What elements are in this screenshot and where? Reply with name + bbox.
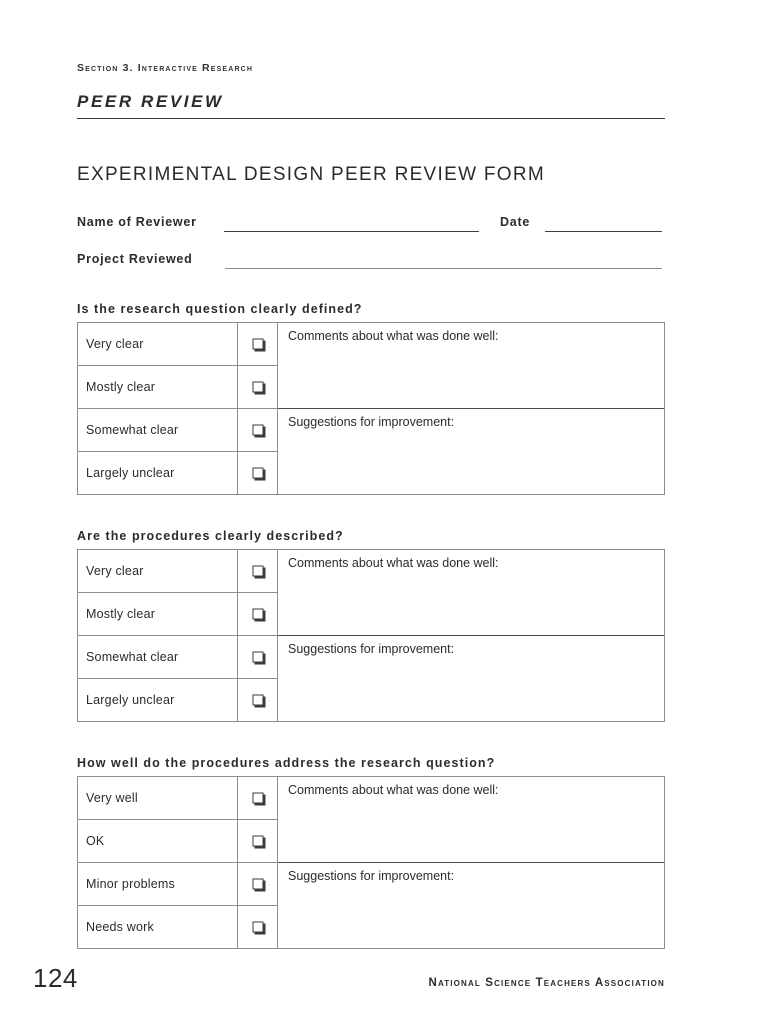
checkbox-icon[interactable] xyxy=(252,566,263,577)
checkbox-icon[interactable] xyxy=(252,468,263,479)
checkbox-icon[interactable] xyxy=(252,695,263,706)
comments-done-well-label: Comments about what was done well: xyxy=(288,783,499,797)
checkbox-cell[interactable] xyxy=(238,409,277,452)
project-reviewed-input-line[interactable] xyxy=(225,268,662,269)
page-number: 124 xyxy=(33,963,78,993)
comments-done-well-area[interactable] xyxy=(278,323,664,409)
reviewer-label: Name of Reviewer xyxy=(77,215,197,229)
table-row xyxy=(78,906,237,948)
question-block-3 xyxy=(77,756,665,949)
checkbox-cell[interactable] xyxy=(238,593,277,636)
table-row xyxy=(78,679,237,721)
option-label: Needs work xyxy=(86,920,154,934)
table-row xyxy=(78,777,237,820)
comments-column xyxy=(278,550,664,721)
comments-done-well-label: Comments about what was done well: xyxy=(288,329,499,343)
table-row xyxy=(78,820,237,863)
rating-table xyxy=(77,776,665,949)
table-row xyxy=(78,409,237,452)
option-label: Mostly clear xyxy=(86,607,156,621)
table-row xyxy=(78,366,237,409)
suggestions-label: Suggestions for improvement: xyxy=(288,642,455,656)
suggestions-label: Suggestions for improvement: xyxy=(288,415,455,429)
question-text: How well do the procedures address the research question? xyxy=(77,756,496,770)
option-label: Very well xyxy=(86,791,138,805)
comments-done-well-label: Comments about what was done well: xyxy=(288,556,499,570)
checkbox-icon[interactable] xyxy=(252,425,263,436)
checkbox-icon[interactable] xyxy=(252,339,263,350)
option-label: Very clear xyxy=(86,564,144,578)
question-text: Is the research question clearly defined? xyxy=(77,302,363,316)
suggestions-area[interactable] xyxy=(278,863,664,948)
option-label: Largely unclear xyxy=(86,693,175,707)
suggestions-area[interactable] xyxy=(278,409,664,494)
comments-column xyxy=(278,777,664,948)
rating-table xyxy=(77,322,665,495)
option-label: Mostly clear xyxy=(86,380,156,394)
option-label-column xyxy=(78,550,238,721)
option-label: Somewhat clear xyxy=(86,423,179,437)
checkbox-icon[interactable] xyxy=(252,793,263,804)
checkbox-icon[interactable] xyxy=(252,922,263,933)
option-label-column xyxy=(78,323,238,494)
table-row xyxy=(78,323,237,366)
table-row xyxy=(78,452,237,494)
footer-organization: National Science Teachers Association xyxy=(428,977,665,989)
header-divider xyxy=(77,118,665,119)
checkbox-cell[interactable] xyxy=(238,452,277,494)
option-label-column xyxy=(78,777,238,948)
running-head: Section 3. Interactive Research xyxy=(77,62,254,74)
question-block-2 xyxy=(77,529,665,722)
checkbox-cell[interactable] xyxy=(238,550,277,593)
question-text: Are the procedures clearly described? xyxy=(77,529,344,543)
rating-table xyxy=(77,549,665,722)
checkbox-cell[interactable] xyxy=(238,323,277,366)
checkbox-cell[interactable] xyxy=(238,777,277,820)
page-title: EXPERIMENTAL DESIGN PEER REVIEW FORM xyxy=(77,164,546,185)
checkbox-icon[interactable] xyxy=(252,836,263,847)
checkbox-cell[interactable] xyxy=(238,820,277,863)
checkbox-cell[interactable] xyxy=(238,906,277,948)
option-label: Somewhat clear xyxy=(86,650,179,664)
checkbox-icon[interactable] xyxy=(252,652,263,663)
suggestions-area[interactable] xyxy=(278,636,664,721)
checkbox-column xyxy=(238,777,278,948)
checkbox-cell[interactable] xyxy=(238,366,277,409)
reviewer-input-line[interactable] xyxy=(224,231,479,232)
checkbox-icon[interactable] xyxy=(252,382,263,393)
section-title: PEER REVIEW xyxy=(77,92,224,111)
comments-done-well-area[interactable] xyxy=(278,777,664,863)
checkbox-cell[interactable] xyxy=(238,679,277,721)
comments-column xyxy=(278,323,664,494)
option-label: Largely unclear xyxy=(86,466,175,480)
checkbox-icon[interactable] xyxy=(252,609,263,620)
table-row xyxy=(78,593,237,636)
checkbox-cell[interactable] xyxy=(238,863,277,906)
option-label: Minor problems xyxy=(86,877,175,891)
option-label: Very clear xyxy=(86,337,144,351)
comments-done-well-area[interactable] xyxy=(278,550,664,636)
checkbox-column xyxy=(238,323,278,494)
suggestions-label: Suggestions for improvement: xyxy=(288,869,455,883)
checkbox-icon[interactable] xyxy=(252,879,263,890)
checkbox-column xyxy=(238,550,278,721)
question-block-1 xyxy=(77,302,665,495)
table-row xyxy=(78,636,237,679)
checkbox-cell[interactable] xyxy=(238,636,277,679)
project-reviewed-label: Project Reviewed xyxy=(77,252,193,266)
table-row xyxy=(78,863,237,906)
table-row xyxy=(78,550,237,593)
date-input-line[interactable] xyxy=(545,231,662,232)
option-label: OK xyxy=(86,834,105,848)
date-label: Date xyxy=(500,215,531,229)
